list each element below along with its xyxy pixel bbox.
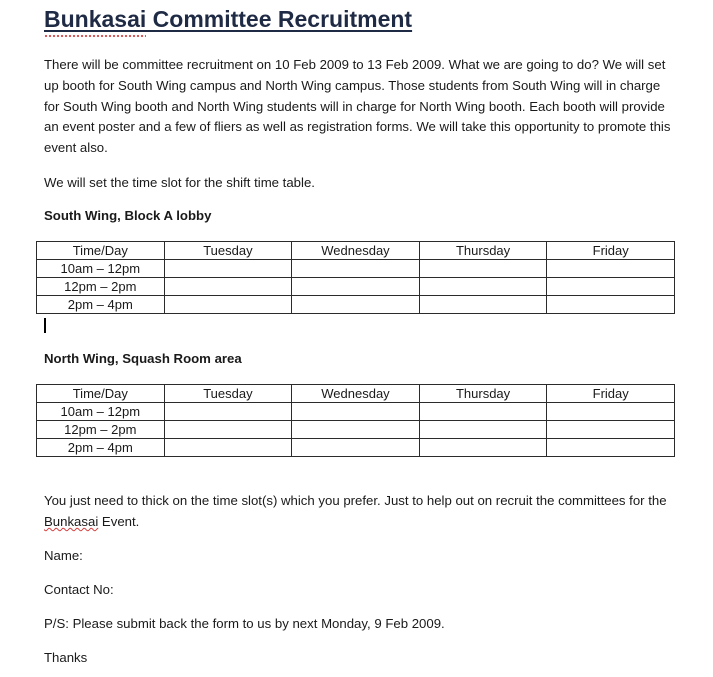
slot-cell[interactable] [547, 278, 675, 296]
table-row [37, 278, 675, 296]
slot-cell[interactable] [164, 278, 292, 296]
north-wing-heading: North Wing, Squash Room area [44, 351, 242, 366]
table-row [37, 296, 675, 314]
table-row [37, 421, 675, 439]
slot-cell[interactable] [547, 296, 675, 314]
slot-cell[interactable] [419, 278, 547, 296]
time-slot-label: 12pm – 2pm [37, 278, 165, 296]
slot-cell[interactable] [419, 296, 547, 314]
time-slot-label: 12pm – 2pm [37, 421, 165, 439]
ps-note: P/S: Please submit back the form to us by next Monday, 9 Feb 2009. [44, 616, 445, 631]
closing-paragraph-text: You just need to thick on the time slot(s) which you prefer. Just to help out on recruit the committees for the [44, 493, 667, 508]
time-slot-label: 10am – 12pm [37, 260, 165, 278]
slot-cell[interactable] [164, 296, 292, 314]
slot-cell[interactable] [292, 296, 420, 314]
closing-paragraph [44, 491, 674, 533]
spellcheck-underline [44, 34, 146, 38]
slot-cell[interactable] [547, 260, 675, 278]
slot-cell[interactable] [292, 439, 420, 457]
closing-paragraph-misspelled-word: Bunkasai [44, 513, 99, 529]
slot-cell[interactable] [164, 260, 292, 278]
slot-cell[interactable] [164, 439, 292, 457]
text-cursor [44, 318, 46, 333]
column-header: Thursday [419, 385, 547, 403]
south-wing-heading: South Wing, Block A lobby [44, 208, 212, 223]
slot-cell[interactable] [292, 403, 420, 421]
south-wing-table [36, 241, 675, 314]
slot-cell[interactable] [164, 421, 292, 439]
table-row [37, 439, 675, 457]
column-header: Time/Day [37, 242, 165, 260]
slot-cell[interactable] [164, 403, 292, 421]
name-label: Name: [44, 548, 83, 563]
contact-label: Contact No: [44, 582, 114, 597]
time-slot-label: 2pm – 4pm [37, 439, 165, 457]
slot-cell[interactable] [547, 403, 675, 421]
table-row [37, 260, 675, 278]
column-header: Thursday [419, 242, 547, 260]
slot-cell[interactable] [292, 278, 420, 296]
column-header: Tuesday [164, 385, 292, 403]
north-wing-table [36, 384, 675, 457]
column-header: Tuesday [164, 242, 292, 260]
slot-cell[interactable] [419, 260, 547, 278]
slot-cell[interactable] [292, 260, 420, 278]
intro-paragraph: There will be committee recruitment on 10 Feb 2009 to 13 Feb 2009. What we are going to do? We will set up booth for South Wing campus and North Wing campus. Those students from South Wing will in charge for South Wing booth and North Wing students will in charge for North Wing booth. Each booth will provide an event poster and a few of fliers as well as registration forms. We will take this opportunity to promote this event also. [44, 57, 671, 156]
document-title: Bunkasai Committee Recruitment [44, 6, 413, 32]
slot-cell[interactable] [419, 439, 547, 457]
slot-cell[interactable] [419, 403, 547, 421]
column-header: Time/Day [37, 385, 165, 403]
slot-cell[interactable] [547, 439, 675, 457]
column-header: Wednesday [292, 242, 420, 260]
slot-cell[interactable] [292, 421, 420, 439]
table-row [37, 403, 675, 421]
time-slot-paragraph: We will set the time slot for the shift time table. [44, 175, 315, 190]
column-header: Wednesday [292, 385, 420, 403]
closing-paragraph-end: Event. [98, 513, 140, 529]
time-slot-label: 2pm – 4pm [37, 296, 165, 314]
column-header: Friday [547, 242, 675, 260]
slot-cell[interactable] [419, 421, 547, 439]
column-header: Friday [547, 385, 675, 403]
thanks-text: Thanks [44, 650, 88, 665]
time-slot-label: 10am – 12pm [37, 403, 165, 421]
slot-cell[interactable] [547, 421, 675, 439]
table-header-row [37, 242, 675, 260]
table-header-row [37, 385, 675, 403]
